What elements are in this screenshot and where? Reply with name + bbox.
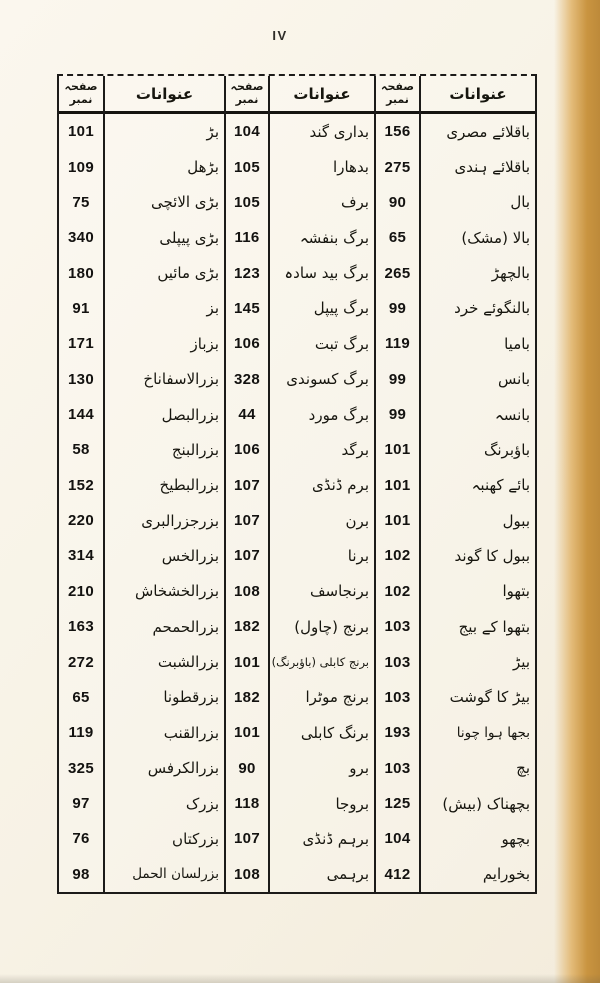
entry-page-number: 180 [68,264,94,282]
entry-page-number: 145 [234,299,260,317]
entry-title: بجھا ہوا چونا [456,724,530,741]
column-header-page-number: صفحہ نمبر [376,76,419,114]
entry-title: برگ مورد [308,405,369,424]
entry-title: بداری گند [309,122,369,141]
entry-title: برنگ کابلی [300,723,369,742]
entry-page-number: 193 [384,724,411,742]
entry-page-number: 101 [68,123,94,141]
entry-title: بزرالحمحم [152,617,219,636]
entry-title: بزرالاسفاناخ [143,370,219,389]
entry-page-number: 107 [234,830,260,848]
entry-page-number: 144 [68,406,94,424]
entry-title: بانس [497,370,530,389]
entry-page-number: 123 [234,264,260,282]
toc-column-titles [105,76,226,892]
entry-page-number: 104 [234,123,260,141]
entry-page-number: 102 [384,547,411,565]
entry-title: بتھوا [502,582,530,601]
toc-column-page-numbers [226,76,270,892]
entry-title: بزرک [185,794,219,813]
entry-page-number: 101 [234,724,260,742]
entry-title: برگ کسوندی [286,370,369,389]
entry-page-number: 103 [384,759,411,777]
entry-title: بالنگوئے خرد [454,299,530,318]
toc-column-page-numbers [59,76,105,892]
entry-page-number: 152 [68,476,94,494]
entry-page-number: 265 [384,264,411,282]
entry-title: برگ تبت [314,334,369,353]
entry-page-number: 325 [68,759,94,777]
entry-title: بڑ [206,122,219,141]
entry-title: برہمی [326,865,369,884]
entry-title: بڑی مائیں [157,264,219,283]
entry-page-number: 91 [72,299,90,317]
entry-title: برف [340,193,369,212]
entry-title: بڑھل [187,158,219,177]
entry-page-number: 107 [234,547,260,565]
entry-page-number: 118 [234,795,260,812]
entry-title: بال [510,193,530,212]
entry-page-number: 75 [72,193,90,211]
entry-title: بزرقطونا [163,688,219,707]
entry-title: بتھوا کے بیج [458,617,530,636]
entry-title: برم ڈنڈی [312,476,369,495]
toc-column-titles [270,76,376,892]
column-header-page-number: صفحہ نمبر [226,76,268,114]
entry-page-number: 101 [384,512,411,530]
entry-title: بیڑ کا گوشت [449,688,530,707]
entry-title: برنا [347,546,369,565]
entry-page-number: 116 [234,229,260,247]
entry-page-number: 98 [72,865,90,883]
entry-page-number: 156 [384,123,411,141]
entry-title: ببول [502,511,530,530]
entry-page-number: 272 [68,653,94,671]
entry-title: بزرالبطیخ [159,476,219,495]
entry-page-number: 340 [68,229,94,247]
entry-title: برن [345,511,369,530]
entry-page-number: 107 [234,512,260,530]
entry-title: برہم ڈنڈی [302,829,369,848]
entry-title: بائے کھنبہ [471,476,530,495]
toc-column-page-numbers [376,76,421,892]
entry-title: برو [349,759,369,778]
entry-page-number: 90 [388,193,407,211]
entry-title: بامیا [504,334,530,353]
entry-page-number: 275 [384,158,411,176]
entry-page-number: 65 [388,229,407,247]
entry-title: برنج موٹرا [305,688,369,707]
entry-page-number: 103 [384,653,411,671]
entry-title: بروجا [335,794,369,813]
entry-page-number: 182 [234,688,260,706]
toc-column-titles [421,76,535,892]
entry-title: برگ بید سادہ [284,264,369,283]
column-header-titles: عنوانات [421,76,535,114]
entry-title: بزرالبنج [171,440,219,459]
entry-page-number: 106 [234,335,260,353]
entry-page-number: 90 [238,759,256,777]
entry-title: بانسہ [494,405,530,424]
entry-title: بخورایم [482,865,530,884]
entry-title: بالچھڑ [491,264,530,283]
entry-page-number: 101 [234,653,260,671]
entry-title: بچ [516,759,530,778]
entry-title: برنج کابلی (باؤبرنگ) [271,655,369,670]
entry-title: بیڑ [513,653,530,672]
entry-title: بدھارا [333,158,369,177]
page-roman-numeral: IV [272,28,288,43]
entry-title: برگ پیپل [313,299,369,318]
scan-bottom-shadow [0,974,600,983]
entry-page-number: 210 [68,582,94,600]
entry-page-number: 76 [72,830,90,848]
entry-page-number: 106 [234,441,260,459]
entry-title: ببول کا گوند [454,546,530,565]
entry-title: برنج (چاول) [294,617,369,636]
entry-title: برگد [341,440,369,459]
entry-title: بالا (مشک) [461,228,530,247]
entry-page-number: 58 [72,441,90,459]
entry-page-number: 103 [384,688,411,706]
entry-page-number: 171 [68,335,94,353]
entry-page-number: 220 [68,512,94,530]
entry-title: بزرالقنب [163,723,219,742]
entry-title: بزباز [190,334,219,353]
entry-page-number: 103 [384,618,411,636]
entry-page-number: 119 [68,724,94,742]
entry-title: بچھو [501,829,530,848]
entry-page-number: 97 [72,795,90,812]
entry-page-number: 99 [388,370,407,388]
entry-page-number: 65 [72,688,90,706]
entry-title: باؤبرنگ [483,440,530,459]
entry-page-number: 44 [238,406,256,424]
column-header-page-number: صفحہ نمبر [59,76,103,114]
entry-page-number: 163 [68,618,94,636]
entry-page-number: 109 [68,158,94,176]
entry-title: بزرکتاں [172,829,219,848]
entry-title: باقلائے ہندی [454,158,530,177]
contents-table [57,74,537,894]
entry-title: برگ بنفشہ [299,228,369,247]
entry-page-number: 101 [384,441,411,459]
entry-page-number: 107 [234,476,260,494]
entry-title: بزرالبصل [161,405,219,424]
entry-page-number: 105 [234,158,260,176]
entry-title: بز [206,299,219,318]
entry-title: بڑی الائچی [150,193,219,212]
entry-page-number: 125 [384,795,411,812]
entry-title: باقلائے مصری [446,122,530,141]
entry-title: بزرجزرالبری [141,511,219,530]
entry-title: بزرالشبت [157,653,219,672]
entry-page-number: 101 [384,476,411,494]
book-edge-strip [554,0,600,983]
entry-title: بزرالخشخاش [134,582,219,601]
entry-title: برنجاسف [310,582,369,601]
entry-page-number: 108 [234,865,260,883]
entry-title: بزرالخس [161,546,219,565]
entry-title: بزرلسان الحمل [132,866,219,883]
entry-page-number: 328 [234,370,260,388]
entry-page-number: 99 [388,406,407,424]
entry-title: بڑی پیپلی [159,228,219,247]
entry-page-number: 182 [234,618,260,636]
column-header-titles: عنوانات [105,76,224,114]
entry-page-number: 314 [68,547,94,565]
entry-page-number: 119 [384,335,411,353]
entry-page-number: 102 [384,582,411,600]
entry-page-number: 108 [234,582,260,600]
entry-title: بچھناک (بیش) [442,794,530,813]
entry-page-number: 130 [68,370,94,388]
column-header-titles: عنوانات [270,76,374,114]
entry-page-number: 105 [234,193,260,211]
entry-page-number: 99 [388,299,407,317]
entry-title: بزرالکرفس [147,759,219,778]
entry-page-number: 104 [384,830,411,848]
entry-page-number: 412 [384,865,411,883]
